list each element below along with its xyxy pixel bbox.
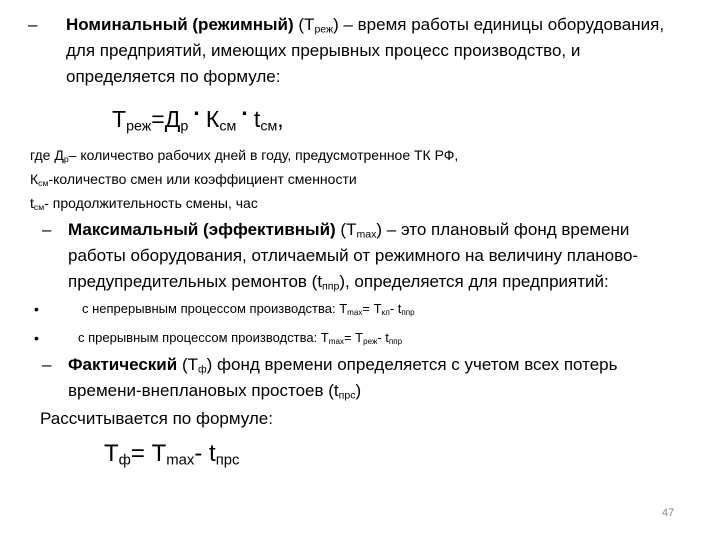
- item1-line2: для предприятий, имеющих прерывных процесс производство, и: [66, 41, 581, 60]
- calc-line: Рассчитывается по формуле:: [40, 409, 273, 428]
- item3-line2: времени-внеплановых простоев $(t_{прс})$: [68, 381, 362, 402]
- item3-line1: Фактический $(Т_ф)$ фонд времени определяется с учетом всех потерь: [68, 355, 618, 376]
- item2-term: Максимальный (эффективный): [68, 220, 336, 239]
- formula-nominal: $Т_{реж}=Д_р\cdot К_{см}\cdot t_{см}$,: [112, 100, 284, 135]
- definition-ksm: $К_{см}$-количество смен или коэффициент сменности: [30, 171, 357, 189]
- bullet-marker-2: •: [34, 330, 39, 346]
- bullet-continuous: с непрерывным процессом производства: $Т_{max}= Т_{кл}-$ $t_{ппр}$: [82, 301, 415, 317]
- item1-line1: Номинальный (режимный) $(Т_{реж})$ – время работы единицы оборудования,: [66, 15, 665, 36]
- bullet-interrupted: с прерывным процессом производства: $Т_{max}= Т_{реж}-$ $t_{ппр}$: [78, 330, 403, 346]
- dash-marker-2: –: [42, 220, 52, 239]
- item2-line3: предупредительных ремонтов $(t_{ппр})$, определяется для предприятий:: [68, 272, 609, 293]
- item1-term: Номинальный (режимный): [66, 15, 294, 34]
- definition-tsm: $t_{см}-$ продолжительность смены, час: [30, 195, 258, 213]
- dash-marker-1: –: [28, 15, 38, 34]
- item2-line1: Максимальный (эффективный) $(Т_{max})$ – это плановый фонд времени: [68, 220, 630, 241]
- item1-line3: определяется по формуле:: [66, 67, 281, 86]
- formula-actual: $Т_ф= Т_{max}-$ $t_{прс}$: [104, 440, 240, 469]
- definition-dp: где $Д_р-$ количество рабочих дней в году, предусмотренное ТК РФ,: [30, 147, 459, 165]
- page-number: 47: [662, 507, 675, 519]
- bullet-marker-1: •: [34, 301, 39, 317]
- item3-term: Фактический: [68, 355, 178, 374]
- item2-line2: работы оборудования, отличаемый от режимного на величину планово-: [68, 246, 639, 265]
- dash-marker-3: –: [42, 355, 52, 374]
